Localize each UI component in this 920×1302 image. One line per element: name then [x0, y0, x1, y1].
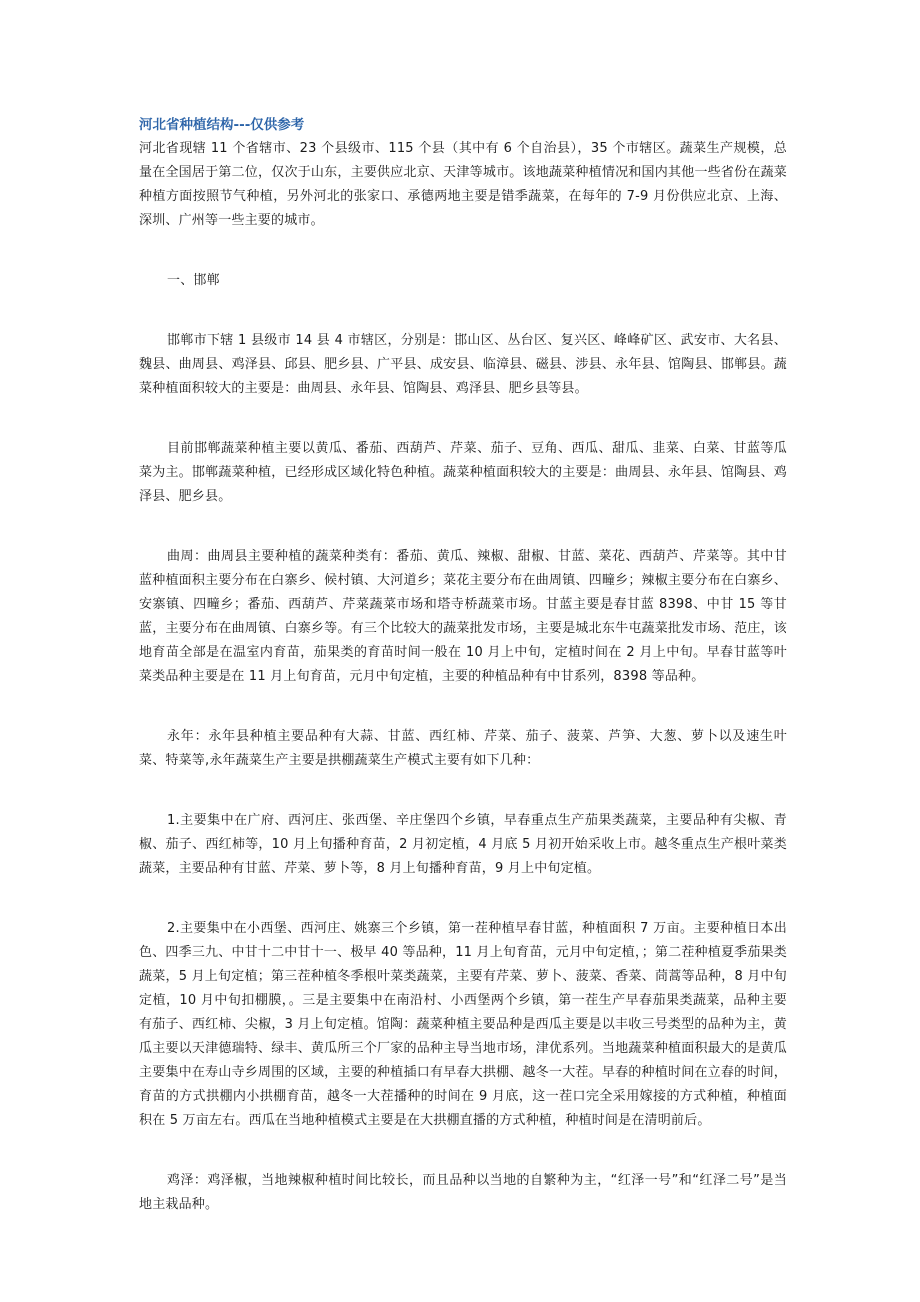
intro-paragraph: 河北省现辖 11 个省辖市、23 个县级市、115 个县（其中有 6 个自治县），35 个市辖区。蔬菜生产规模，总量在全国居于第二位，仅次于山东，主要供应北京、天津等城市。该地蔬菜种植情况和国内其他一些省份在蔬菜种植方面按照节气种植，另外河北的张家口、承德两地主要是错季蔬菜，在每年的 7-9 月份供应北京、上海、深圳、广州等一些主要的城市。 — [139, 141, 787, 228]
yongnian-mode-1: 1.主要集中在广府、西河庄、张西堡、辛庄堡四个乡镇，早春重点生产茄果类蔬菜，主要品种有尖椒、青椒、茄子、西红柿等，10 月上旬播种育苗，2 月初定植，4 月底 5 月初开始采收上市。越冬重点生产根叶菜类蔬菜，主要品种有甘蓝、芹菜、萝卜等，8 月上旬播种育苗，9 月上中旬定植。 — [139, 813, 787, 876]
document-title: 河北省种植结构---仅供参考 — [139, 117, 305, 133]
yongnian-mode-2: 2.主要集中在小西堡、西河庄、姚寨三个乡镇，第一茬种植早春甘蓝，种植面积 7 万亩。主要种植日本出色、四季三九、中甘十二中甘十一、极早 40 等品种，11 月上旬育苗，元月中旬定植，；第二茬种植夏季茄果类蔬菜，5 月上旬定植；第三茬种植冬季根叶菜类蔬菜，主要有芹菜、萝卜、菠菜、香菜、茼蒿等品种，8 月中旬定植，10 月中旬扣棚膜，。三是主要集中在南沿村、小西堡两个乡镇，第一茬生产早春茄果类蔬菜，品种主要有茄子、西红柿、尖椒，3 月上旬定植。馆陶：蔬菜种植主要品种是西瓜主要是以丰收三号类型的品种为主，黄瓜主要以天津德瑞特、绿丰、黄瓜所三个厂家的品种主导当地市场，津优系列。当地蔬菜种植面积最大的是黄瓜主要集中在寿山寺乡周围的区域，主要的种植插口有早春大拱棚、越冬一大茬。早春的种植时间在立春的时间，育苗的方式拱棚内小拱棚育苗，越冬一大茬播种的时间在 9 月底，这一茬口完全采用嫁接的方式种植，种植面积在 5 万亩左右。西瓜在当地种植模式主要是在大拱棚直播的方式种植，种植时间是在清明前后。 — [139, 921, 787, 1128]
yongnian-paragraph: 永年：永年县种植主要品种有大蒜、甘蓝、西红柿、芹菜、茄子、菠菜、芦笋、大葱、萝卜以及速生叶菜、特菜等,永年蔬菜生产主要是拱棚蔬菜生产模式主要有如下几种： — [139, 729, 787, 768]
handan-paragraph-1: 邯郸市下辖 1 县级市 14 县 4 市辖区，分别是：邯山区、丛台区、复兴区、峰峰矿区、武安市、大名县、魏县、曲周县、鸡泽县、邱县、肥乡县、广平县、成安县、临漳县、磁县、涉县、永年县、馆陶县、邯郸县。蔬菜种植面积较大的主要是：曲周县、永年县、馆陶县、鸡泽县、肥乡县等县。 — [139, 333, 787, 396]
document-body — [139, 113, 787, 1217]
jize-paragraph: 鸡泽：鸡泽椒，当地辣椒种植时间比较长，而且品种以当地的自繁种为主，“红泽一号”和“红泽二号”是当地主栽品种。 — [139, 1173, 787, 1212]
section-heading-handan: 一、邯郸 — [167, 273, 220, 288]
handan-paragraph-2: 目前邯郸蔬菜种植主要以黄瓜、番茄、西葫芦、芹菜、茄子、豆角、西瓜、甜瓜、韭菜、白菜、甘蓝等瓜菜为主。邯郸蔬菜种植，已经形成区域化特色种植。蔬菜种植面积较大的主要是：曲周县、永年县、馆陶县、鸡泽县、肥乡县。 — [139, 441, 787, 504]
quzhou-paragraph: 曲周：曲周县主要种植的蔬菜种类有：番茄、黄瓜、辣椒、甜椒、甘蓝、菜花、西葫芦、芹菜等。其中甘蓝种植面积主要分布在白寨乡、候村镇、大河道乡；菜花主要分布在曲周镇、四疃乡；辣椒主要分布在白寨乡、安寨镇、四疃乡；番茄、西葫芦、芹菜蔬菜市场和塔寺桥蔬菜市场。甘蓝主要是春甘蓝 8398、中甘 15 等甘蓝，主要分布在曲周镇、白寨乡等。有三个比较大的蔬菜批发市场，主要是城北东牛屯蔬菜批发市场、范庄，该地育苗全部是在温室内育苗，茄果类的育苗时间一般在 10 月上中旬，定植时间在 2 月上中旬。早春甘蓝等叶菜类品种主要是在 11 月上旬育苗，元月中旬定植，主要的种植品种有中甘系列，8398 等品种。 — [139, 549, 787, 684]
